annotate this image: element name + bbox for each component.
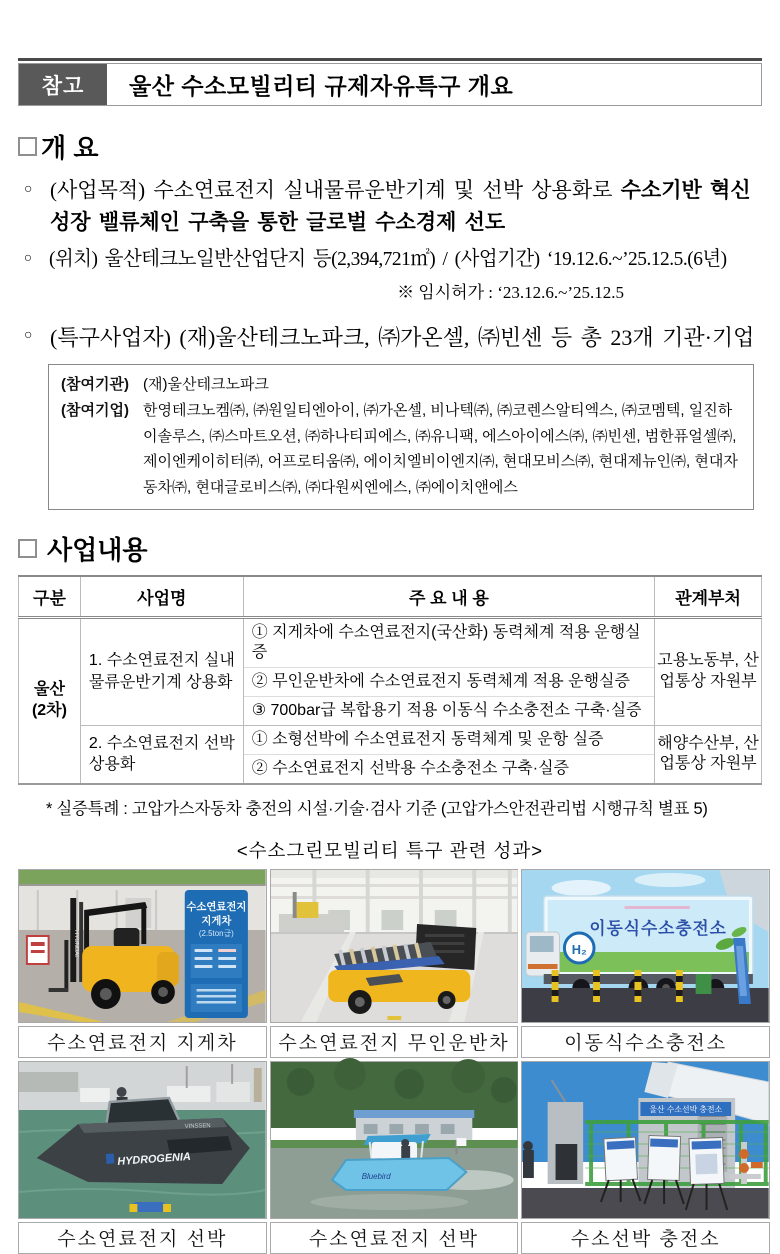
col-header-ministry: 관계부처 — [655, 576, 762, 618]
forklift-sign-line2: 지게차 — [201, 915, 232, 928]
col-header-content: 주 요 내 용 — [243, 576, 654, 618]
forklift-photo-illustration — [19, 870, 266, 1022]
participant-org-row — [61, 372, 743, 398]
photo-caption: 수소연료전지 무인운반차 — [270, 1026, 519, 1058]
business-table — [18, 575, 762, 785]
participant-org-value: (재)울산테크노파크 — [143, 376, 269, 393]
participant-org-label: (참여기관) — [61, 376, 129, 393]
location-text: (위치) 울산테크노일반산업단지 등(2,394,721㎡) / (사업기간) ‘19.12.6.~’25.12.5.(6년) — [49, 248, 727, 270]
forklift-sign-line1: 수소연료전지 — [186, 901, 247, 914]
photo-hydrogenia-boat — [18, 1061, 267, 1219]
photo-bluebird-boat — [270, 1061, 519, 1219]
table-row — [19, 617, 762, 725]
forklift-sign-line3: (2.5ton급) — [198, 928, 234, 938]
section-heading-business-label: 사업내용 — [47, 534, 148, 565]
content-item: ② 수소연료전지 선박용 수소충전소 구축·실증 — [251, 759, 570, 777]
square-bullet-icon — [18, 539, 37, 558]
reference-badge: 참고 — [19, 64, 107, 105]
page-title: 울산 수소모빌리티 규제자유특구 개요 — [129, 73, 514, 99]
mobile-station-banner-label: 이동식수소충전소 — [589, 918, 728, 939]
bullet-location — [18, 244, 740, 274]
permit-note: ※ 임시허가 : ‘23.12.6.~’25.12.5 — [397, 283, 624, 302]
document-header — [18, 63, 762, 106]
photo-agv — [270, 869, 519, 1023]
purpose-text: (사업목적) 수소연료전지 실내물류운반기계 및 선박 상용화로 — [50, 178, 621, 202]
purpose-text-bold: 수소기반 혁신성장 밸류체인 구축을 통한 글로벌 수소경제 선도 — [50, 178, 751, 234]
vinssen-brand-label: VINSSEN — [184, 1123, 211, 1130]
bullet-operator — [18, 321, 762, 354]
photo-caption: 수소연료전지 선박 — [18, 1222, 267, 1254]
photo-caption: 수소연료전지 선박 — [270, 1222, 519, 1254]
operator-text: (특구사업자) (재)울산테크노파크, ㈜가온셀, ㈜빈센 등 총 23개 기관·기업 — [50, 325, 755, 350]
region-line1: 울산 — [34, 681, 65, 699]
photo-ship-station — [521, 1061, 770, 1219]
participants-box — [48, 364, 754, 510]
station-banner-label: 울산 수소선박 충전소 — [649, 1104, 723, 1114]
circle-bullet-icon: ○ — [24, 182, 33, 197]
table-header-row — [19, 576, 762, 618]
participant-company-label: (참여기업) — [61, 401, 129, 419]
section-heading-overview — [18, 128, 762, 165]
col-header-project: 사업명 — [80, 576, 243, 618]
bluebird-hull-label: Bluebird — [361, 1171, 391, 1181]
photo-caption: 수소선박 충전소 — [521, 1222, 770, 1254]
ministry-cell-2: 해양수산부, 산업통상 자원부 — [655, 725, 762, 784]
photo-grid — [18, 869, 770, 1254]
content-item: ③ 700bar급 복합용기 적용 이동식 수소충전소 구축·실증 — [251, 701, 642, 719]
square-bullet-icon — [18, 137, 37, 156]
col-header-category: 구분 — [19, 576, 81, 618]
photo-caption: 수소연료전지 지게차 — [18, 1026, 267, 1058]
project-cell-1: 1. 수소연료전지 실내물류운반기계 상용화 — [80, 617, 243, 725]
mobile-station-photo-illustration — [522, 870, 769, 1022]
participant-company-value: 한영테크노켐㈜, ㈜원일티엔아이, ㈜가온셀, 비나텍㈜, ㈜코렌스알티엑스, ㈜코멤텍, 일진하이솔루스, ㈜스마트오션, ㈜하나티피에스, ㈜유니팩, 에스아이에스㈜, ㈜빈센, 범한퓨얼셀㈜, 제이엔케이히터㈜, 어프로티움㈜, 에이치엘비이엔지㈜, 현대모비스㈜, 현대제뉴인㈜, 현대자동차㈜, 현대글로비스㈜, ㈜다원씨엔에스, ㈜에이치앤에스 — [143, 401, 738, 497]
circle-bullet-icon: ○ — [23, 251, 32, 266]
circle-bullet-icon: ○ — [24, 328, 33, 343]
content-item: ① 소형선박에 수소연료전지 동력체계 및 운항 실증 — [244, 726, 654, 755]
section-heading-business — [18, 530, 762, 567]
hydrogenia-photo-illustration — [19, 1062, 266, 1218]
bluebird-photo-illustration — [271, 1062, 518, 1218]
participant-company-row — [61, 398, 743, 501]
content-cell-1 — [243, 617, 654, 725]
document-page — [0, 58, 780, 1250]
gallery-heading: <수소그린모빌리티 특구 관련 성과> — [236, 839, 544, 861]
region-cell — [19, 617, 81, 784]
photo-forklift — [18, 869, 267, 1023]
photo-mobile-station — [521, 869, 770, 1023]
h2-logo: H₂ — [572, 941, 588, 958]
top-rule — [18, 58, 762, 61]
overview-bullets — [18, 175, 762, 354]
region-line2: (2차) — [31, 701, 67, 719]
table-row — [19, 725, 762, 784]
photo-caption: 이동식수소충전소 — [521, 1026, 770, 1058]
project-cell-2: 2. 수소연료전지 선박 상용화 — [80, 725, 243, 784]
section-heading-overview-label: 개 요 — [41, 133, 99, 163]
content-item: ② 무인운반차에 수소연료전지 동력체계 적용 운행실증 — [244, 668, 654, 697]
hydrogenia-hull-label: HYDROGENIA — [117, 1150, 192, 1168]
content-item: ① 지게차에 수소연료전지(국산화) 동력체계 적용 운행실증 — [244, 619, 654, 668]
bullet-purpose — [18, 175, 762, 238]
agv-photo-illustration — [271, 870, 518, 1022]
content-cell-2 — [243, 725, 654, 784]
ship-station-photo-illustration — [522, 1062, 769, 1218]
forklift-brand-label: HYUNDAI — [73, 929, 80, 957]
table-footnote: * 실증특례 : 고압가스자동차 충전의 시설·기술·검사 기준 (고압가스안전관리법 시행규칙 별표 5) — [46, 799, 708, 818]
ministry-cell-1: 고용노동부, 산업통상 자원부 — [655, 617, 762, 725]
